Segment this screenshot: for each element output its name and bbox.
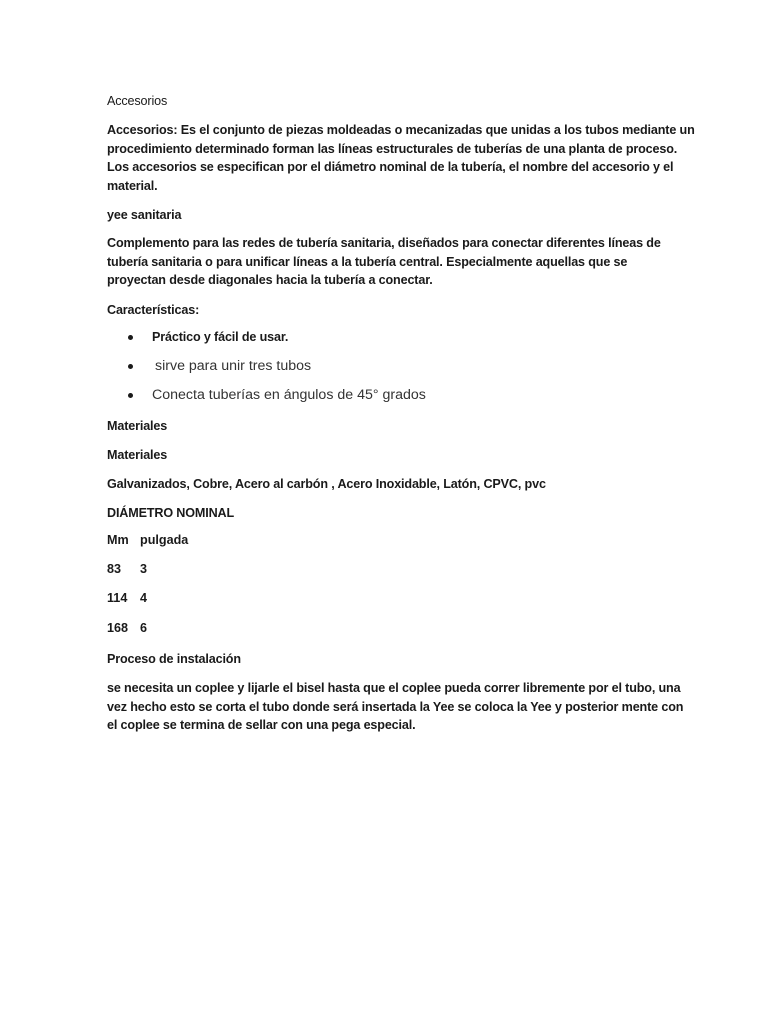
diameter-table-header (107, 533, 188, 547)
diameter-title: DIÁMETRO NOMINAL (107, 506, 235, 520)
cell-pulgada: 3 (140, 562, 148, 576)
materials-subtitle: Materiales (107, 448, 168, 462)
materials-list: Galvanizados, Cobre, Acero al carbón , Acero Inoxidable, Latón, CPVC, pvc (107, 477, 546, 491)
section-title: yee sanitaria (107, 208, 182, 222)
install-line: se necesita un coplee y lijarle el bisel hasta que el coplee pueda correr libremente por el tubo, una (107, 681, 681, 695)
install-line: el coplee se termina de sellar con una pega especial. (107, 718, 416, 733)
cell-mm: 168 (107, 621, 129, 635)
bullet-icon (128, 335, 133, 340)
feature-text: Práctico y fácil de usar. (152, 330, 289, 344)
intro-line: procedimiento determinado forman las líneas estructurales de tuberías de una planta de proceso. (107, 141, 678, 156)
cell-pulgada: 4 (140, 591, 148, 605)
feature-item (128, 358, 311, 374)
feature-text: sirve para unir tres tubos (155, 358, 312, 374)
install-paragraph (107, 679, 684, 735)
intro-line: Accesorios: Es el conjunto de piezas moldeadas o mecanizadas que unidas a los tubos mediante un (107, 123, 695, 137)
install-line: vez hecho esto se corta el tubo donde será insertada la Yee se coloca la Yee y posterior mente con (107, 699, 684, 714)
feature-text: Conecta tuberías en ángulos de 45° grados (152, 387, 426, 403)
description-line: Complemento para las redes de tubería sanitaria, diseñados para conectar diferentes líneas de (107, 236, 661, 250)
install-title: Proceso de instalación (107, 652, 241, 666)
cell-pulgada: 6 (140, 621, 148, 635)
table-row (107, 591, 147, 605)
cell-mm: 83 (107, 562, 122, 576)
description-paragraph (107, 234, 667, 290)
intro-line: material. (107, 178, 158, 193)
cell-mm: 114 (107, 591, 128, 605)
bullet-icon (128, 364, 133, 369)
intro-paragraph (107, 121, 695, 195)
description-line: proyectan desde diagonales hacia la tubería a conectar. (107, 273, 433, 288)
header-mm: Mm (107, 533, 129, 547)
table-row (107, 621, 147, 635)
intro-line: Los accesorios se especifican por el diámetro nominal de la tubería, el nombre del accesorio y el (107, 160, 674, 175)
doc-heading: Accesorios (107, 94, 168, 108)
features-title: Características: (107, 303, 200, 317)
feature-item (128, 387, 426, 403)
feature-item (128, 330, 288, 344)
table-row (107, 562, 147, 576)
bullet-icon (128, 393, 133, 398)
materials-title: Materiales (107, 419, 168, 433)
description-line: tubería sanitaria o para unificar líneas a la tubería central. Especialmente aquellas que se (107, 254, 628, 269)
header-pulgada: pulgada (140, 533, 189, 547)
